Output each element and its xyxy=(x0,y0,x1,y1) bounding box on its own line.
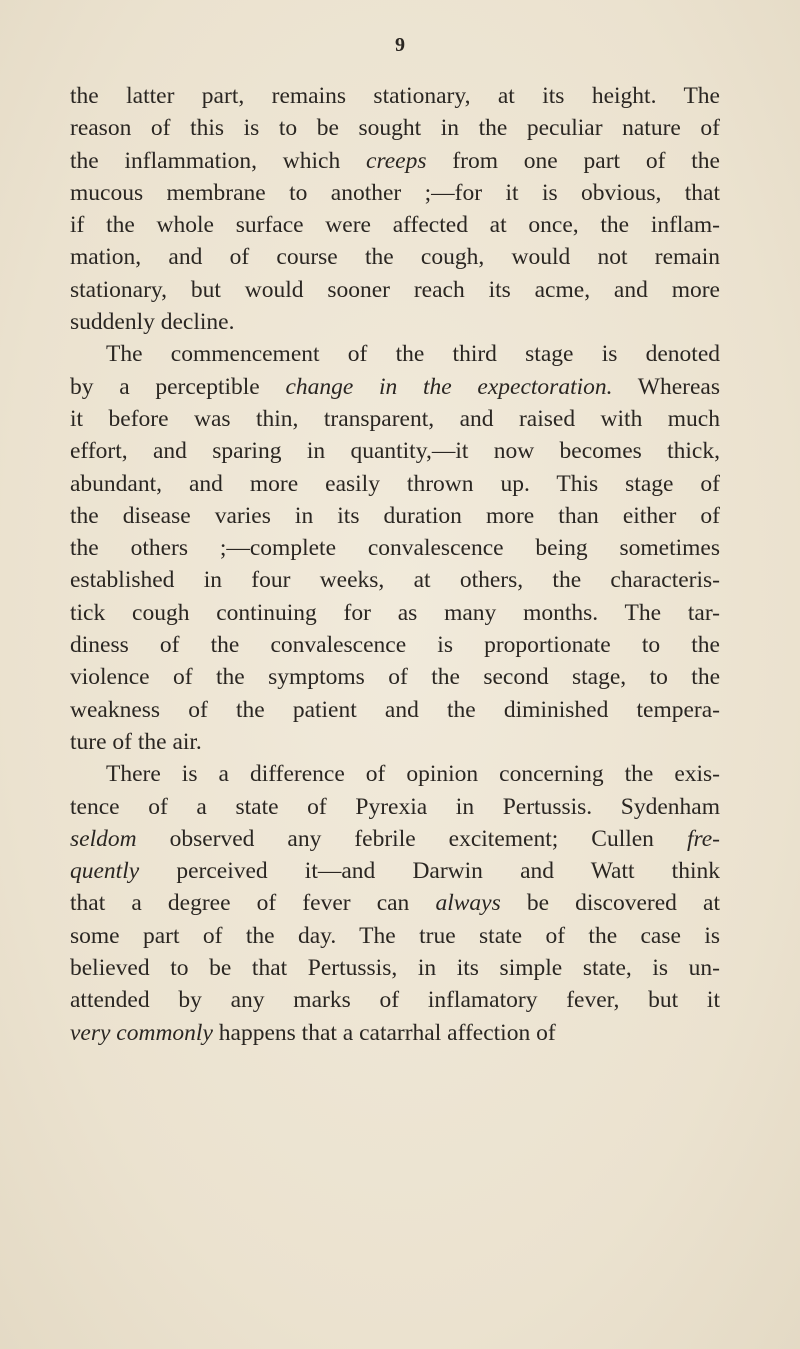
text-line xyxy=(70,1017,720,1049)
text-segment: if the whole surface were affected at once, the inflam- xyxy=(70,212,720,239)
paragraph xyxy=(70,338,720,758)
paragraph xyxy=(70,758,720,1049)
italic-text: quently xyxy=(70,858,140,885)
text-segment: reason of this is to be sought in the peculiar nature of xyxy=(70,115,720,142)
text-line xyxy=(70,80,720,112)
text-segment: the disease varies in its duration more than either of xyxy=(70,502,720,529)
text-line xyxy=(70,241,720,273)
text-line xyxy=(70,112,720,144)
text-segment: observed any febrile excitement; Cullen xyxy=(136,825,687,852)
text-line xyxy=(70,661,720,693)
text-segment: happens that a catarrhal affection of xyxy=(212,1019,556,1046)
text-line xyxy=(70,564,720,596)
text-line xyxy=(70,532,720,564)
body-text xyxy=(70,80,720,1049)
text-line xyxy=(70,435,720,467)
text-line xyxy=(70,500,720,532)
text-segment: stationary, but would sooner reach its acme, and more xyxy=(70,276,720,303)
text-line xyxy=(70,984,720,1016)
text-line xyxy=(70,726,720,758)
text-line xyxy=(70,855,720,887)
text-segment: that a degree of fever can xyxy=(70,890,436,917)
text-segment: violence of the symptoms of the second stage, to the xyxy=(70,664,720,691)
text-line xyxy=(70,338,720,370)
text-segment: effort, and sparing in quantity,—it now becomes thick, xyxy=(70,438,720,465)
text-segment: mation, and of course the cough, would not remain xyxy=(70,244,720,271)
text-segment: believed to be that Pertussis, in its simple state, is un- xyxy=(70,955,720,982)
text-line xyxy=(70,597,720,629)
text-line xyxy=(70,177,720,209)
text-line xyxy=(70,145,720,177)
italic-text: creeps xyxy=(366,147,427,174)
text-line xyxy=(70,952,720,984)
text-segment: suddenly decline. xyxy=(70,309,235,336)
text-segment: ture of the air. xyxy=(70,728,202,755)
text-segment: some part of the day. The true state of the case is xyxy=(70,922,720,949)
text-line xyxy=(70,920,720,952)
text-line xyxy=(70,758,720,790)
page-number: 9 xyxy=(395,34,405,56)
italic-text: seldom xyxy=(70,825,137,852)
text-line xyxy=(70,403,720,435)
text-segment: tence of a state of Pyrexia in Pertussis. Sydenham xyxy=(70,793,720,820)
text-segment: The commencement of the third stage is denoted xyxy=(106,341,720,368)
text-segment: attended by any marks of inflamatory fever, but it xyxy=(70,987,720,1014)
text-line xyxy=(70,306,720,338)
text-segment: tick cough continuing for as many months. The tar- xyxy=(70,599,720,626)
italic-text: very commonly xyxy=(70,1019,213,1046)
text-line xyxy=(70,468,720,500)
text-segment: There is a difference of opinion concerning the exis- xyxy=(106,761,720,788)
text-line xyxy=(70,209,720,241)
text-segment: weakness of the patient and the diminished tempera- xyxy=(70,696,720,723)
paragraph xyxy=(70,80,720,338)
text-line xyxy=(70,887,720,919)
text-segment: from one part of the xyxy=(426,147,720,174)
text-line xyxy=(70,274,720,306)
text-line xyxy=(70,629,720,661)
text-segment: Whereas xyxy=(612,373,720,400)
text-segment: it before was thin, transparent, and raised with much xyxy=(70,405,720,432)
text-line xyxy=(70,371,720,403)
italic-text: fre- xyxy=(686,825,720,852)
text-segment: established in four weeks, at others, the characteris- xyxy=(70,567,720,594)
text-line xyxy=(70,823,720,855)
text-segment: the others ;—complete convalescence being sometimes xyxy=(70,535,720,562)
text-segment: the latter part, remains stationary, at its height. The xyxy=(70,83,720,109)
text-line xyxy=(70,694,720,726)
text-segment: abundant, and more easily thrown up. This stage of xyxy=(70,470,720,497)
italic-text: change in the expectoration. xyxy=(285,373,613,400)
text-segment: diness of the convalescence is proportionate to the xyxy=(70,632,720,659)
text-segment: be discovered at xyxy=(500,890,720,917)
text-segment: by a perceptible xyxy=(70,373,286,400)
italic-text: always xyxy=(435,890,501,917)
text-line xyxy=(70,791,720,823)
text-segment: the inflammation, which xyxy=(70,147,367,174)
text-segment: mucous membrane to another ;—for it is obvious, that xyxy=(70,179,720,206)
text-segment: perceived it—and Darwin and Watt think xyxy=(139,858,720,885)
